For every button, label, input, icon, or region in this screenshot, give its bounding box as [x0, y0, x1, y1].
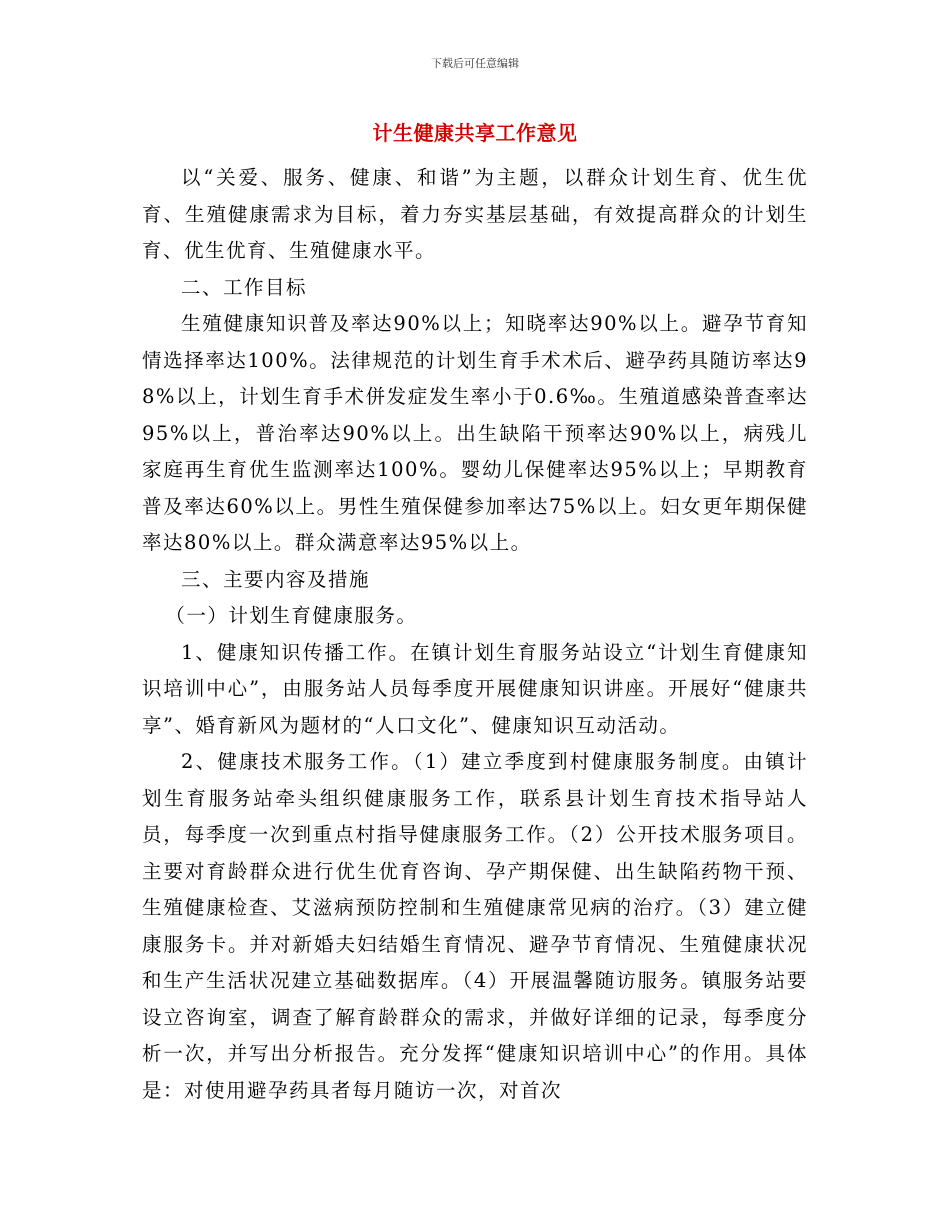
document-title: 计生健康共享工作意见: [372, 121, 578, 145]
paragraph-knowledge-spread: 1、健康知识传播工作。在镇计划生育服务站设立“计划生育健康知识培训中心”，由服务站人员每季度开展健康知识讲座。开展好“健康共享”、婚育新风为题材的“人口文化”、健康知识互动活动。: [142, 640, 808, 737]
section-heading-measures: 三、主要内容及措施: [181, 567, 371, 591]
header-note: 下载后可任意编辑: [431, 57, 519, 70]
paragraph-goals: 生殖健康知识普及率达90%以上；知晓率达90%以上。避孕节育知情选择率达100%。法律规范的计划生育手术术后、避孕药具随访率达98%以上，计划生育手术併发症发生率小于0.6‰。生殖道感染普查率达95%以上，普治率达90%以上。出生缺陷干预率达90%以上，病残儿家庭再生育优生监测率达100%。婴幼儿保健率达95%以上；早期教育普及率达60%以上。男性生殖保健参加率达75%以上。妇女更年期保健率达80%以上。群众满意率达95%以上。: [142, 312, 808, 554]
paragraph-technical-service: 2、健康技术服务工作。（1）建立季度到村健康服务制度。由镇计划生育服务站牵头组织健康服务工作，联系县计划生育技术指导站人员，每季度一次到重点村指导健康服务工作。（2）公开技术服务项目。主要对育龄群众进行优生优育咨询、孕产期保健、出生缺陷药物干预、生殖健康检查、艾滋病预防控制和生殖健康常见病的治疗。（3）建立健康服务卡。并对新婚夫妇结婚生育情况、避孕节育情况、生殖健康状况和生产生活状况建立基础数据库。（4）开展温馨随访服务。镇服务站要设立咨询室，调查了解育龄群众的需求，并做好详细的记录，每季度分析一次，并写出分析报告。充分发挥“健康知识培训中心”的作用。具体是：对使用避孕药具者每月随访一次，对首次: [142, 750, 808, 1102]
paragraph-intro: 以“关爱、服务、健康、和谐”为主题，以群众计划生育、优生优育、生殖健康需求为目标，着力夯实基层基础，有效提高群众的计划生育、优生优育、生殖健康水平。: [142, 166, 808, 262]
section-heading-goals: 二、工作目标: [181, 275, 308, 299]
document-body: [142, 160, 808, 1109]
subsection-heading-health-service: （一）计划生育健康服务。: [165, 604, 418, 627]
